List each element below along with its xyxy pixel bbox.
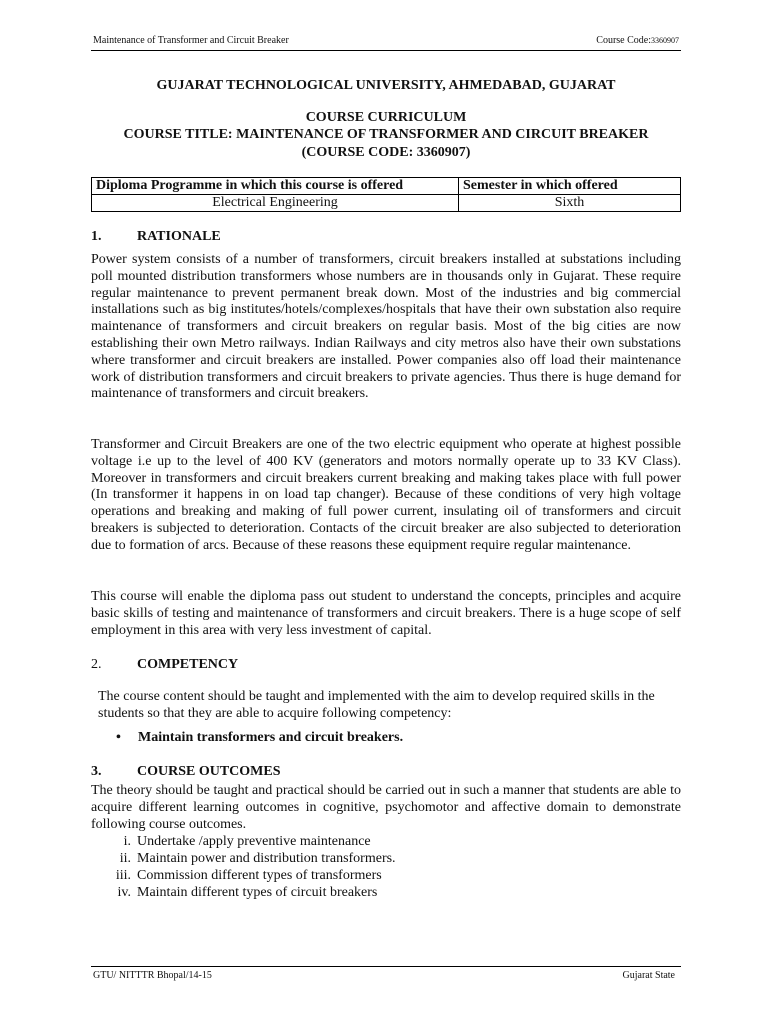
header-code-number: 3360907	[651, 36, 679, 45]
table-row	[92, 195, 681, 212]
section-title: COMPETENCY	[137, 657, 239, 672]
list-item-number: i.	[123, 834, 131, 849]
section-title: RATIONALE	[137, 229, 221, 244]
footer-right: Gujarat State	[622, 970, 675, 981]
running-header	[91, 35, 681, 51]
section-heading-outcomes	[91, 764, 281, 780]
competency-intro: The course content should be taught and implemented with the aim to develop required skills in the students so that they are able to acquire following competency:	[98, 689, 655, 721]
section-number: 3.	[91, 764, 102, 779]
section-title: COURSE OUTCOMES	[137, 764, 281, 779]
table-header-semester: Semester in which offered	[459, 178, 681, 195]
list-item	[91, 884, 396, 901]
running-footer	[91, 966, 681, 983]
outcomes-intro: The theory should be taught and practical should be carried out in such a manner that students are able to acquire different learning outcomes in cognitive, psychomotor and affective domain to demonstrate following course outcomes.	[91, 783, 681, 832]
header-course-name: Maintenance of Transformer and Circuit Breaker	[93, 35, 289, 46]
course-title: COURSE TITLE: MAINTENANCE OF TRANSFORMER AND CIRCUIT BREAKER	[123, 127, 649, 142]
section-heading-rationale	[91, 229, 221, 245]
programme-table	[91, 177, 681, 212]
curriculum-title: COURSE CURRICULUM	[305, 110, 467, 125]
outcomes-list	[91, 833, 396, 901]
header-course-code	[596, 35, 679, 46]
rationale-paragraph-1: Power system consists of a number of transformers, circuit breakers installed at substations including poll mounted distribution transformers whose numbers are in thousands only in Gujarat. These require regular maintenance to prevent permanent break down. Most of the industries and big commercial installations such as big institutes/hotels/complexes/hospitals that have their own substation also require maintenance of transformers and circuit breakers on regular basis. Most of the big cities are now establishing their own Metro railways. Indian Railways and city metros also have their own substations where transformer and circuit breakers are installed. Power companies also off load their maintenance work of distribution transformers and circuit breakers to private agencies. Thus there is huge demand for maintenance of transformers and circuit breakers.	[91, 252, 681, 402]
section-number: 1.	[91, 229, 102, 244]
list-item-text: Undertake /apply preventive maintenance	[137, 834, 371, 849]
table-cell-programme: Electrical Engineering	[92, 195, 459, 212]
list-item	[91, 850, 396, 867]
list-item-text: Maintain different types of circuit breakers	[137, 885, 378, 900]
list-item-number: ii.	[119, 851, 131, 866]
bullet-icon: •	[116, 730, 121, 745]
list-item-number: iv.	[117, 885, 131, 900]
list-item-text: Commission different types of transformers	[137, 868, 382, 883]
footer-left: GTU/ NITTTR Bhopal/14-15	[93, 970, 212, 981]
rationale-paragraph-3: This course will enable the diploma pass out student to understand the concepts, principles and acquire basic skills of testing and maintenance of transformers and circuit breakers. There is a huge scope of self employment in this area with very less investment of capital.	[91, 589, 681, 638]
list-item-text: Maintain power and distribution transformers.	[137, 851, 396, 866]
course-code-title: (COURSE CODE: 3360907)	[301, 145, 471, 160]
header-code-label: Course Code:	[596, 35, 651, 46]
competency-item-text: Maintain transformers and circuit breakers.	[138, 730, 404, 745]
section-heading-competency	[91, 657, 238, 673]
competency-item	[116, 730, 403, 746]
table-header-programme: Diploma Programme in which this course is offered	[92, 178, 459, 195]
list-item	[91, 833, 396, 850]
table-cell-semester: Sixth	[459, 195, 681, 212]
rationale-paragraph-2: Transformer and Circuit Breakers are one of the two electric equipment who operate at highest possible voltage i.e up to the level of 400 KV (generators and motors normally operate up to 33 KV Class). Moreover in transformers and circuit breakers current breaking and making takes place with full power (In transformer it happens in on load tap changer). Because of these conditions of very high voltage operations and breaking and making of full power current, insulating oil of transformers and circuit breakers is subjected to deterioration. Contacts of the circuit breaker are also subjected to deterioration due to formation of arcs. Because of these reasons these equipment require regular maintenance.	[91, 437, 681, 553]
university-title: GUJARAT TECHNOLOGICAL UNIVERSITY, AHMEDABAD, GUJARAT	[156, 78, 616, 93]
list-item-number: iii.	[115, 868, 131, 883]
list-item	[91, 867, 396, 884]
section-number: 2.	[91, 657, 102, 672]
table-header-row	[92, 178, 681, 195]
